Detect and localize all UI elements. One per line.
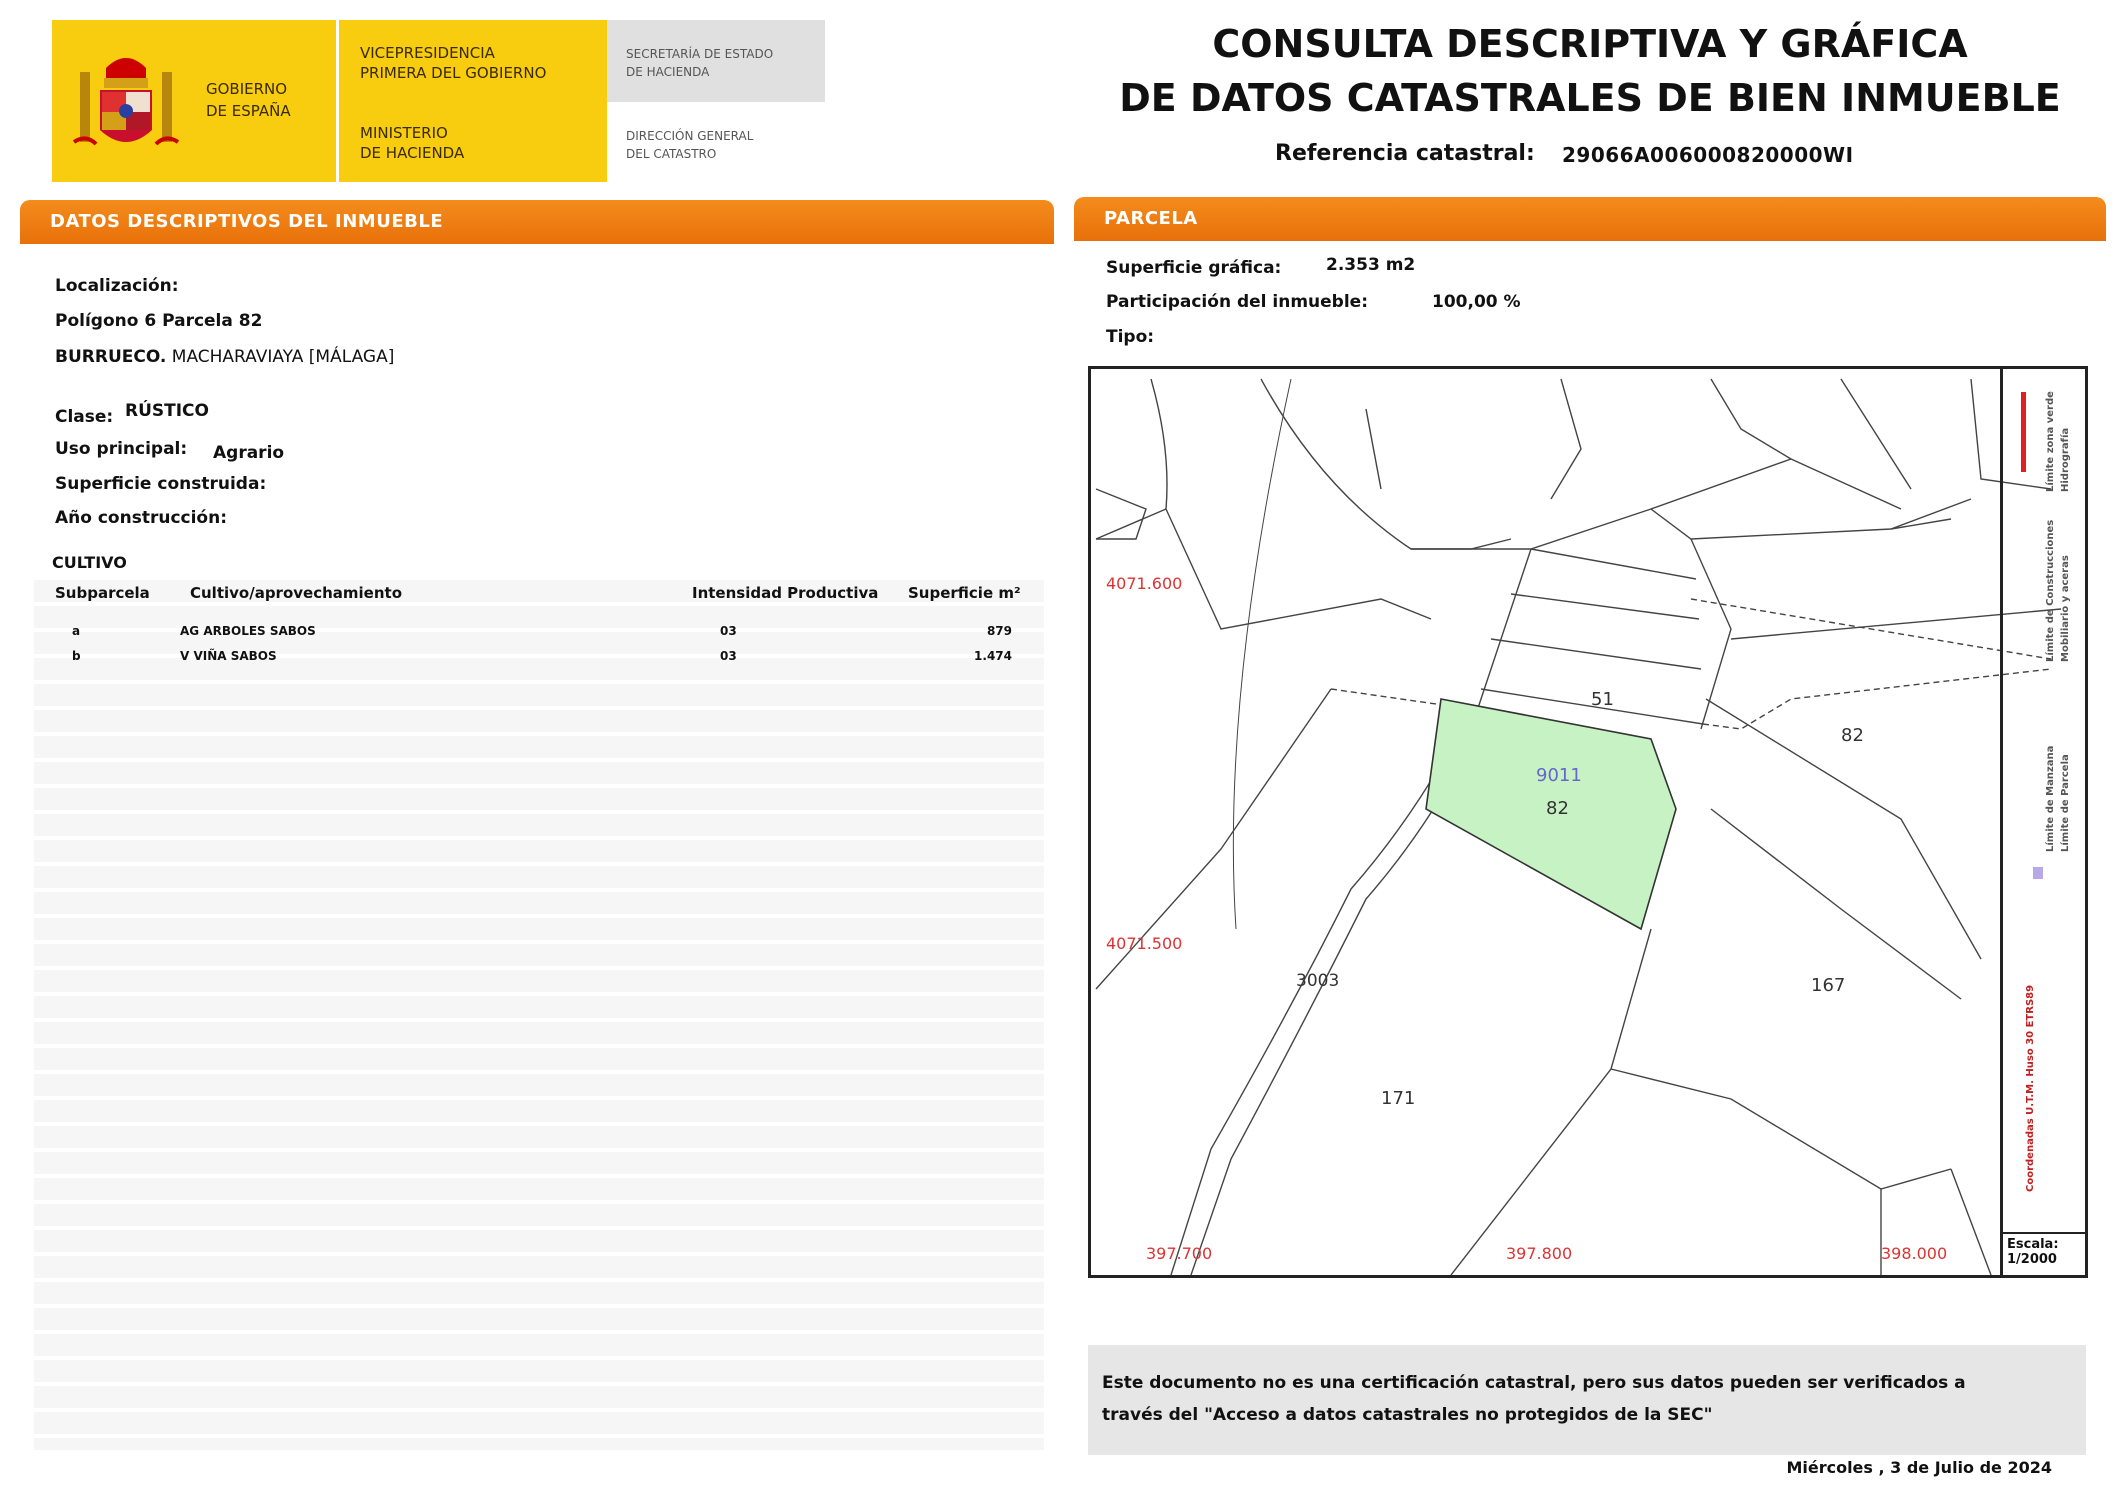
logo-divider	[336, 20, 339, 182]
scale-value: 1/2000	[2007, 1252, 2057, 1267]
vice-line2: PRIMERA DEL GOBIERNO	[360, 64, 547, 82]
title-line2: DE DATOS CATASTRALES DE BIEN INMUEBLE	[1119, 76, 2061, 120]
section-header-descriptivos: DATOS DESCRIPTIVOS DEL INMUEBLE	[20, 200, 1054, 244]
cultivo-title: CULTIVO	[52, 553, 127, 572]
legend-construcciones: Límite de Construcciones	[2045, 519, 2056, 662]
row1-cultivo: AG ARBOLES SABOS	[180, 624, 316, 638]
col-intensidad: Intensidad Productiva	[692, 584, 879, 602]
col-superficie: Superficie m²	[908, 584, 1021, 602]
superficie-grafica-value: 2.353 m2	[1326, 255, 1416, 275]
row1-intensidad: 03	[720, 624, 737, 638]
ref-value: 29066A006000820000WI	[1562, 143, 1854, 167]
north-arrow-icon	[2021, 392, 2026, 472]
label-3003: 3003	[1296, 971, 1340, 991]
notice-line2: través del "Acceso a datos catastrales no protegidos de la SEC"	[1102, 1405, 1713, 1425]
localizacion-line1: Polígono 6 Parcela 82	[55, 311, 263, 331]
scale-label: Escala:	[2007, 1237, 2059, 1252]
localizacion-line2-rest: MACHARAVIAYA [MÁLAGA]	[171, 347, 395, 367]
col-cultivo: Cultivo/aprovechamiento	[190, 584, 403, 602]
label-167: 167	[1811, 975, 1846, 996]
coat-of-arms-icon	[66, 38, 186, 164]
row1-superficie: 879	[986, 624, 1012, 638]
ref-label: Referencia catastral:	[1275, 141, 1535, 166]
coord-397700: 397.700	[1146, 1244, 1213, 1263]
superficie-construida-label: Superficie construida:	[55, 474, 267, 494]
disclaimer-notice	[1088, 1345, 2086, 1455]
legend-utm: Coordenadas U.T.M. Huso 30 ETRS89	[2025, 984, 2036, 1192]
clase-label: Clase:	[55, 407, 114, 427]
sec-line2: DE HACIENDA	[626, 65, 710, 79]
vice-line1: VICEPRESIDENCIA	[360, 44, 495, 62]
uso-value: Agrario	[213, 443, 285, 463]
participacion-label: Participación del inmueble:	[1106, 292, 1369, 312]
localizacion-line2	[55, 347, 394, 367]
col-subparcela: Subparcela	[55, 584, 150, 602]
coord-398000: 398.000	[1881, 1244, 1948, 1263]
title-line1: CONSULTA DESCRIPTIVA Y GRÁFICA	[1212, 22, 1968, 66]
tipo-label: Tipo:	[1106, 327, 1155, 347]
dir-line2: DEL CATASTRO	[626, 147, 717, 161]
notice-line1: Este documento no es una certificación catastral, pero sus datos pueden ser verificados a	[1102, 1373, 1966, 1393]
legend-hidrografia: Hidrografía	[2060, 427, 2071, 492]
label-171: 171	[1381, 1088, 1416, 1109]
row2-superficie: 1.474	[974, 649, 1012, 663]
parcel-map-drawing	[1091, 369, 2085, 1275]
section-header-parcela: PARCELA	[1074, 197, 2106, 241]
coord-397800: 397.800	[1506, 1244, 1573, 1263]
legend-zona-verde: Límite zona verde	[2045, 391, 2056, 492]
legend-swatch	[2033, 867, 2043, 879]
cultivo-table	[34, 580, 1044, 1450]
uso-label: Uso principal:	[55, 439, 188, 459]
superficie-grafica-label: Superficie gráfica:	[1106, 258, 1282, 278]
coord-4071500: 4071.500	[1106, 934, 1183, 953]
participacion-value: 100,00 %	[1432, 292, 1521, 312]
legend-manzana: Límite de Manzana	[2045, 745, 2056, 852]
cadastral-map	[1088, 366, 2088, 1278]
localizacion-label: Localización:	[55, 276, 179, 296]
legend-parcela: Límite de Parcela	[2060, 754, 2071, 852]
localizacion-line2-bold: BURRUECO.	[55, 347, 167, 367]
label-51: 51	[1591, 689, 1614, 710]
map-legend	[2003, 372, 2085, 1230]
label-82-parcel: 82	[1546, 798, 1569, 819]
row1-sub: a	[72, 624, 81, 638]
document-date: Miércoles , 3 de Julio de 2024	[1786, 1458, 2052, 1477]
row2-cultivo: V VIÑA SABOS	[180, 649, 277, 663]
legend-mobiliario: Mobiliario y aceras	[2060, 555, 2071, 662]
coord-4071600: 4071.600	[1106, 574, 1183, 593]
row2-intensidad: 03	[720, 649, 737, 663]
sec-line1: SECRETARÍA DE ESTADO	[626, 47, 774, 61]
anio-construccion-label: Año construcción:	[55, 508, 228, 528]
gov-line2: DE ESPAÑA	[206, 102, 291, 120]
dir-line1: DIRECCIÓN GENERAL	[626, 129, 754, 143]
label-9011: 9011	[1536, 765, 1582, 786]
min-line2: DE HACIENDA	[360, 144, 465, 162]
label-82-top: 82	[1841, 725, 1864, 746]
scale-box	[2003, 1232, 2085, 1277]
min-line1: MINISTERIO	[360, 124, 448, 142]
gov-line1: GOBIERNO	[206, 80, 288, 98]
clase-value: RÚSTICO	[125, 401, 209, 421]
row2-sub: b	[72, 649, 81, 663]
